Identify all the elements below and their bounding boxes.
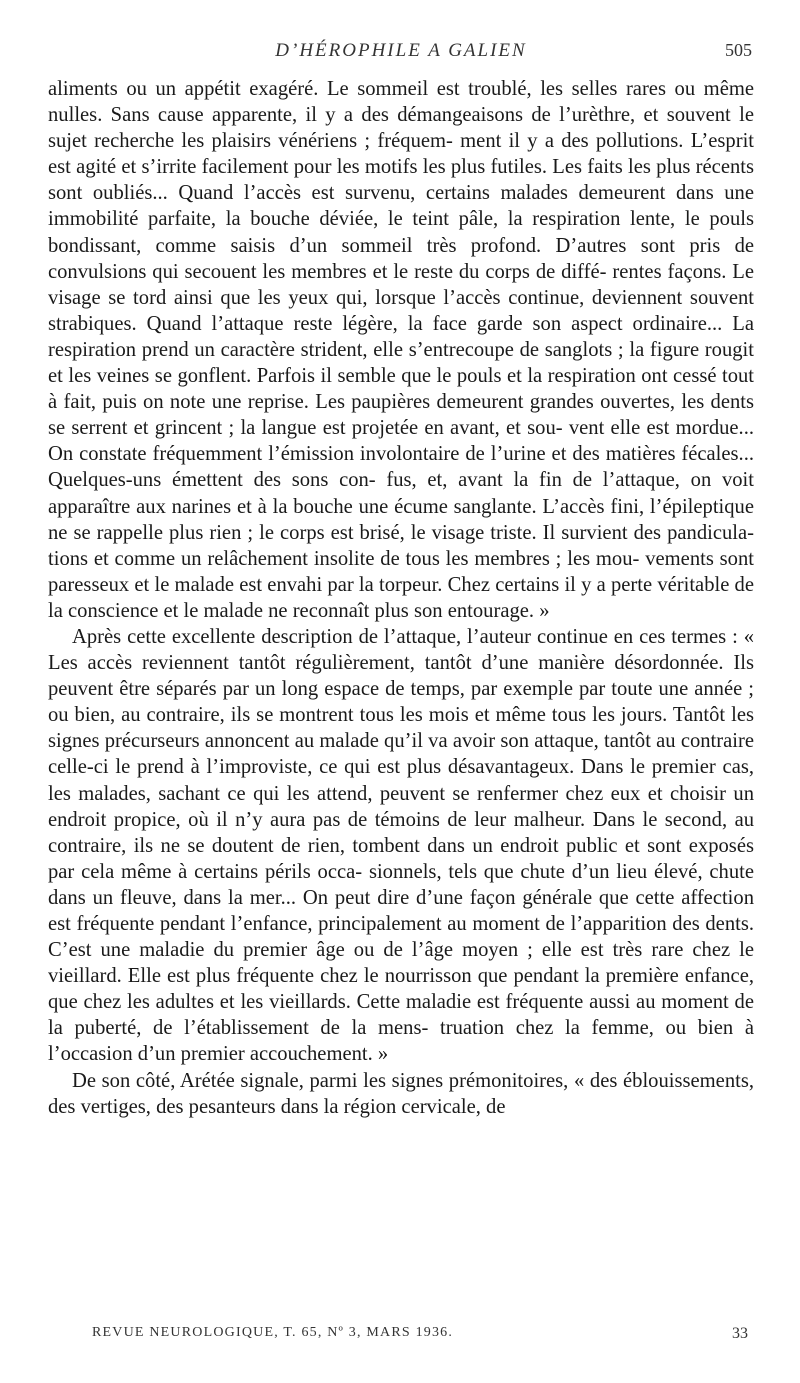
text-line: bouche une écume sanglante. L’accès fini, l’épileptique ne se rappelle xyxy=(48,495,754,544)
text-line: plus rien ; le corps est brisé, le visage triste. Il survient des pandicula- xyxy=(169,521,754,544)
text-line: exemple par toute une année ; ou bien, au contraire, ils se montrent tous xyxy=(48,678,754,727)
body-text xyxy=(48,76,754,1120)
text-line: truation chez la femme, ou bien à l’occasion d’un premier accouchement. » xyxy=(48,1017,754,1066)
text-line: certains il y a perte véritable de la conscience et le malade ne reconnaît xyxy=(48,573,754,622)
text-line: bondissant, comme saisis d’un sommeil très profond. D’autres sont pris xyxy=(48,234,721,257)
text-line: rentes façons. Le visage se tord ainsi que les yeux qui, lorsque l’accès xyxy=(48,260,754,309)
text-line: éblouissements, des vertiges, des pesanteurs dans la région cervicale, de xyxy=(48,1069,754,1118)
text-line: désordonnée. Ils peuvent être séparés par un long espace de temps, par xyxy=(48,652,754,701)
text-line: l’urèthre, et souvent le sujet recherche les plaisirs vénériens ; fréquem- xyxy=(48,104,754,153)
text-line: de l’urine et des matières fécales... Quelques-uns émettent des sons con- xyxy=(48,443,754,492)
text-line: ment il y a des pollutions. L’esprit est agité et s’irrite facilement pour xyxy=(48,130,755,179)
text-line: les mois et même tous les jours. Tantôt les signes précurseurs annoncent xyxy=(48,704,754,753)
text-line: mer... On peut dire d’une façon générale que cette affection est fréquente xyxy=(48,886,754,935)
text-line: vent elle est mordue... On constate fréquemment l’émission involontaire xyxy=(48,417,754,466)
text-line: fait, puis on note une reprise. Les paupières demeurent grandes ouvertes, xyxy=(63,391,676,414)
text-line: la face garde son aspect ordinaire... La respiration prend un caractère xyxy=(48,312,754,361)
text-line: plus son entourage. » xyxy=(374,599,550,622)
text-line: la première enfance, que chez les adultes et les vieillards. Cette maladie xyxy=(48,965,754,1014)
journal-citation: REVUE NEUROLOGIQUE, T. 65, Nº 3, MARS 1936. xyxy=(92,1325,454,1340)
text-line: Après cette excellente description de l’attaque, l’auteur continue en ces xyxy=(72,625,666,648)
text-line: chez le vieillard. Elle est plus fréquente chez le nourrisson que pendant xyxy=(48,939,755,988)
text-line: à l’improviste, ce qui est plus désavantageux. Dans le premier cas, les xyxy=(48,756,754,805)
text-line: aliments ou un appétit exagéré. Le sommeil est troublé, les selles rares xyxy=(48,78,666,100)
text-line: vements sont paresseux et le malade est envahi par la torpeur. Chez xyxy=(48,547,754,596)
text-line: les motifs les plus futiles. Les faits les plus récents sont oubliés... Quand xyxy=(48,156,754,205)
text-line: continue, deviennent souvent strabiques. Quand l’attaque reste légère, xyxy=(48,286,754,335)
text-line: tions et comme un relâchement insolite de tous les membres ; les mou- xyxy=(48,547,640,570)
text-line: un endroit public et sont exposés par cela même à certains périls occa- xyxy=(48,834,754,883)
paragraph xyxy=(48,1068,754,1120)
text-line: choisir un endroit propice, où il n’y aura pas de témoins de leur malheur. xyxy=(48,782,755,831)
text-line: l’accès est survenu, certains malades demeurent dans une immobilité xyxy=(48,182,754,231)
running-head xyxy=(48,40,754,70)
text-line: Dans le second, au contraire, ils ne se doutent de rien, tombent dans xyxy=(48,808,755,857)
text-line: de convulsions qui secouent les membres et le reste du corps de diffé- xyxy=(48,234,754,283)
running-title: D’HÉROPHILE A GALIEN xyxy=(275,40,527,61)
paragraph xyxy=(48,76,754,624)
text-line: pendant l’enfance, principalement au moment de l’apparition des dents. xyxy=(159,913,754,935)
text-line: sionnels, tels que chute d’un lieu élevé, chute dans un fleuve, dans la xyxy=(48,860,754,909)
text-line: gonflent. Parfois il semble que le pouls et la respiration ont cessé tout à xyxy=(48,365,755,414)
paragraph xyxy=(48,624,754,1068)
text-line: malades, sachant ce qui les attend, peuvent se renfermer chez eux et xyxy=(78,782,663,805)
text-line: De son côté, Arétée signale, parmi les signes prémonitoires, « des xyxy=(72,1069,618,1092)
page-number: 505 xyxy=(725,40,752,60)
text-line: fus, et, avant la fin de l’attaque, on voit apparaître aux narines et à la xyxy=(48,469,754,518)
text-line: ou même nulles. Sans cause apparente, il y a des démangeaisons de xyxy=(48,78,755,127)
text-line: parfaite, la bouche déviée, le teint pâle, la respiration lente, le pouls xyxy=(148,208,754,231)
text-line: est fréquente aussi au moment de la puberté, de l’établissement de la mens- xyxy=(48,991,754,1040)
page-footer xyxy=(48,1325,754,1349)
text-line: strident, elle s’entrecoupe de sanglots ; la figure rougit et les veines se xyxy=(48,338,754,388)
text-line: termes : « Les accès reviennent tantôt régulièrement, tantôt d’une manière xyxy=(48,625,755,675)
text-line: C’est une maladie du premier âge ou de l’âge moyen ; elle est très rare xyxy=(48,939,684,962)
text-line: les dents se serrent et grincent ; la langue est projetée en avant, et sou- xyxy=(48,391,755,440)
text-line: au malade qu’il va avoir son attaque, tantôt au contraire celle-ci le prend xyxy=(48,730,755,779)
signature-folio: 33 xyxy=(732,1325,748,1342)
